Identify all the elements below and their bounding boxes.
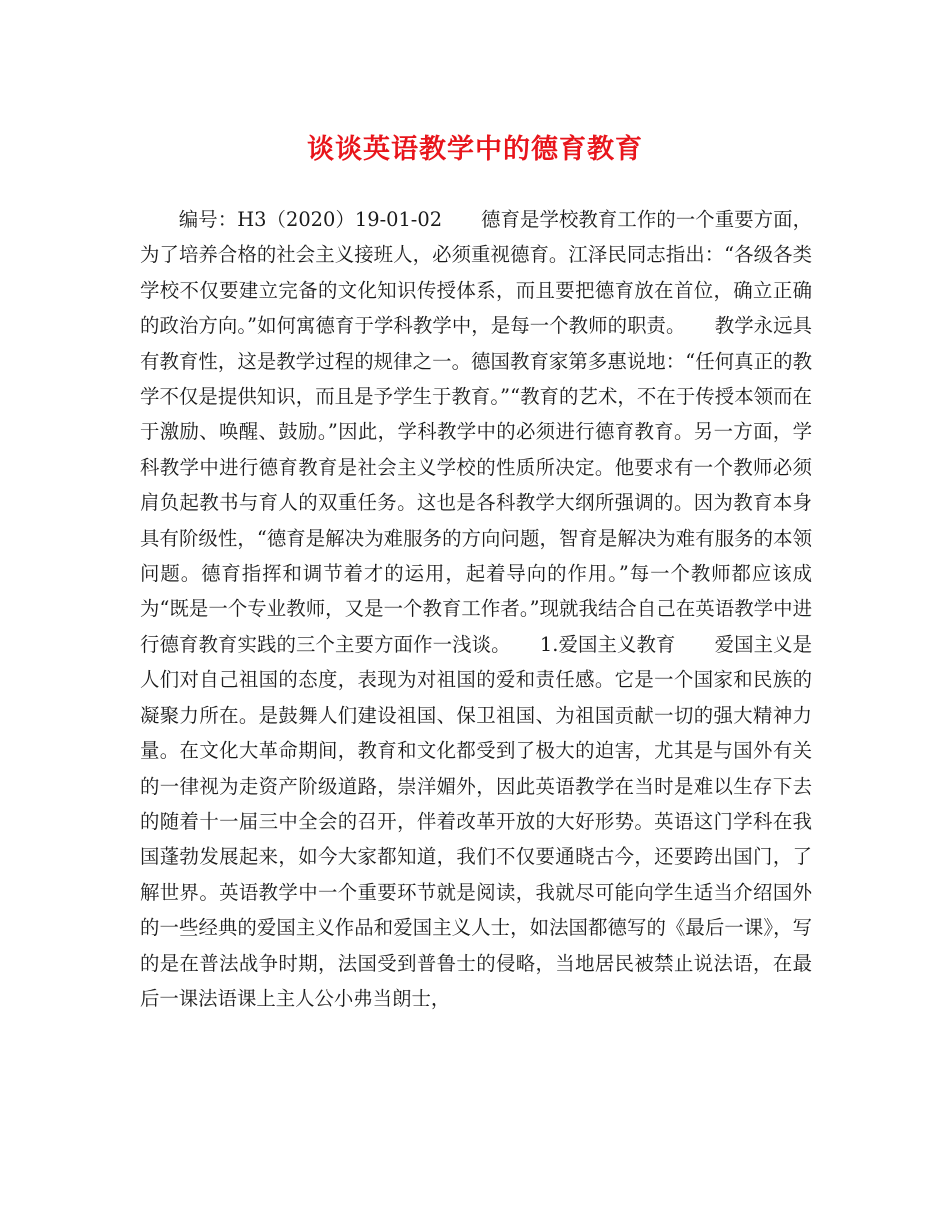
document-body-paragraph: 编号：H3（2020）19-01-02 德育是学校教育工作的一个重要方面，为了培养合格的社会主义接班人，必须重视德育。江泽民同志指出：“各级各类学校不仅要建立完备的文化知识传授体系，而且要把德育放在首位，确立正确的政治方向。”如何寓德育于学科教学中，是每一个教师的职责。 教学永远具有教育性，这是教学过程的规律之一。德国教育家第多惠说地：“任何真正的教学不仅是提供知识，而且是予学生于教育。”“教育的艺术，不在于传授本领而在于激励、唤醒、鼓励。”因此，学科教学中的必须进行德育教育。另一方面，学科教学中进行德育教育是社会主义学校的性质所决定。他要求有一个教师必须肩负起教书与育人的双重任务。这也是各科教学大纲所强调的。因为教育本身具有阶级性，“德育是解决为难服务的方向问题，智育是解决为难有服务的本领问题。德育指挥和调节着才的运用，起着导向的作用。”每一个教师都应该成为“既是一个专业教师，又是一个教育工作者。”现就我结合自己在英语教学中进行德育教育实践的三个主要方面作一浅谈。 1.爱国主义教育 爱国主义是人们对自己祖国的态度，表现为对祖国的爱和责任感。它是一个国家和民族的凝聚力所在。是鼓舞人们建设祖国、保卫祖国、为祖国贡献一切的强大精神力量。在文化大革命期间，教育和文化都受到了极大的迫害，尤其是与国外有关的一律视为走资产阶级道路，崇洋媚外，因此英语教学在当时是难以生存下去的随着十一届三中全会的召开，伴着改革开放的大好形势。英语这门学科在我国蓬勃发展起来，如今大家都知道，我们不仅要通晓古今，还要跨出国门，了解世界。英语教学中一个重要环节就是阅读，我就尽可能向学生适当介绍国外的一些经典的爱国主义作品和爱国主义人士，如法国都德写的《最后一课》，写的是在普法战争时期，法国受到普鲁士的侵略，当地居民被禁止说法语，在最后一课法语课上主人公小弗当朗士，	[140, 208, 812, 1010]
document-title: 谈谈英语教学中的德育教育	[307, 134, 643, 165]
